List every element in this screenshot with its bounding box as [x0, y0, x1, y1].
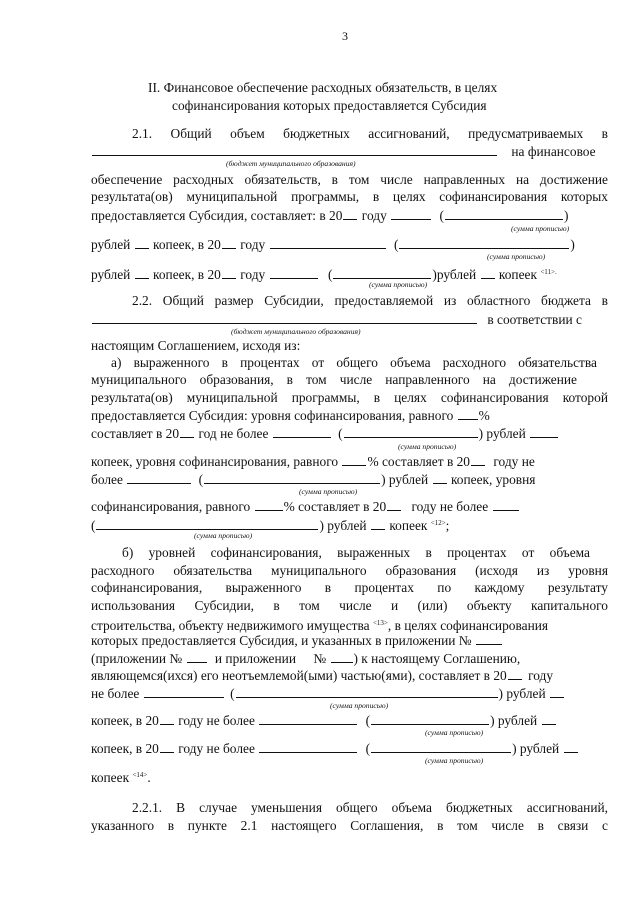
p22-b-line-12	[91, 767, 151, 786]
p22-a-line-9-b: копеек	[389, 518, 428, 533]
p22-b-line-8	[91, 667, 553, 684]
p22-b-line-6-text: которых предоставляется Субсидия, и указанных в приложении №	[91, 633, 472, 648]
p22-b-line-10-c: ) рублей	[490, 713, 538, 728]
p22-a-line-7-c: копеек, уровня	[450, 472, 536, 487]
p22-line-2-tail: в соответствии с	[487, 312, 582, 327]
p22-a-line-5: составляет в 20 год не более ( ) рублей	[91, 425, 559, 442]
p22-a-line-8	[91, 498, 520, 515]
p21-line-5: предоставляется Субсидия, составляет: в 20 году ( )	[91, 208, 569, 223]
p22-b-line-9-a: не более	[91, 686, 140, 701]
p22-a-line-6-b: % составляет в 20	[367, 454, 471, 469]
p22-b-line-7-c: №	[313, 651, 327, 666]
p21-line-7-b: копеек, в 20	[153, 267, 221, 282]
p22-note-words-4: (сумма прописью)	[330, 701, 389, 710]
p22-a-line-4-a: предоставляется Субсидия: уровня софинансирования, равного	[91, 408, 454, 423]
p22-a-line-9: ( ) рублей копеек $^{<12>}$;	[91, 518, 450, 533]
p22-b-line-5-a: строительства, объекту недвижимого имущества	[91, 618, 370, 633]
p22-a-line-7-a: более	[91, 472, 123, 487]
p22-a-line-4-b: %	[478, 408, 490, 423]
p21-line-1: 2.1. Общий объем бюджетных ассигнований, предусматриваемых в	[132, 126, 608, 141]
p22-b-line-8-b: году	[528, 668, 554, 683]
p22-b-line-10-a: копеек, в 20	[91, 713, 159, 728]
p22-a-line-4	[91, 407, 490, 424]
p22-b-line-6	[91, 632, 503, 649]
p22-b-line-10: копеек, в 20 году не более ( ) рублей	[91, 712, 557, 729]
p21-line-7: рублей копеек, в 20 году ( )рублей копеек $^{<11>.}$	[91, 267, 557, 282]
p22-b-line-4: использования Субсидии, в том числе и (или) объекту капитального	[91, 598, 608, 613]
p22-b-line-11-a: копеек, в 20	[91, 741, 159, 756]
p21-line-5-b: году	[361, 208, 387, 223]
p22-b-line-11-b: году не более	[178, 741, 255, 756]
p22-line-3: настоящим Соглашением, исходя из:	[91, 338, 301, 353]
p21-line-6-a: рублей	[91, 237, 131, 252]
p21-line-6-c: году	[240, 237, 266, 252]
p22-b-line-5-b: , в целях софинансирования	[387, 618, 549, 633]
p22-line-1: 2.2. Общий размер Субсидии, предоставляемой из областного бюджета в	[132, 293, 608, 308]
p22-b-line-12-end: .	[147, 770, 151, 785]
p22-a-line-3: результата(ов) муниципальной программы, в целях софинансирования которой	[91, 390, 608, 405]
p22-b-line-8-a: являющемся(ихся) его неотъемлемой(ыми) частью(ями), составляет в 20	[91, 668, 507, 683]
p22-b-line-7-a: (приложении №	[91, 651, 183, 666]
p22-a-line-8-a: софинансирования, равного	[91, 499, 251, 514]
p21-line-2	[91, 143, 596, 160]
p22-b-line-7-d: ) к настоящему Соглашению,	[353, 651, 521, 666]
p22-a-line-5-a: составляет в 20	[91, 426, 180, 441]
p21-line-7-a: рублей	[91, 267, 131, 282]
p22-b-line-2: расходного обязательства муниципального образования (исходя из уровня	[91, 563, 608, 578]
p22-note-words-1: (сумма прописью)	[398, 442, 457, 451]
p22-note-words-3: (сумма прописью)	[194, 531, 253, 540]
p21-line-4: результата(ов) муниципальной программы, в целях софинансирования которых	[91, 189, 608, 204]
p22-note-words-5: (сумма прописью)	[425, 728, 484, 737]
p22-note-words-6: (сумма прописью)	[425, 756, 484, 765]
footnote-13: <13>	[372, 619, 388, 627]
footnote-12: <12>	[430, 519, 446, 527]
p22-b-line-7	[91, 650, 520, 667]
p22-a-line-7-b: ) рублей	[381, 472, 429, 487]
p21-line-2-tail: на финансовое	[511, 144, 596, 159]
p22-a-line-1: а) выраженного в процентах от общего объема расходного обязательства	[111, 355, 597, 370]
p22-b-line-12-a: копеек	[91, 770, 130, 785]
p21-line-7-c: году	[240, 267, 266, 282]
p21-line-6-b: копеек, в 20	[153, 237, 221, 252]
footnote-14: <14>	[132, 771, 148, 779]
p22-b-line-7-b: и приложении	[214, 651, 296, 666]
p22-note-words-2: (сумма прописью)	[299, 487, 358, 496]
p21-line-7-e: копеек	[498, 267, 537, 282]
p22-b-line-3: софинансирования, выраженного в процентах по каждому результату	[91, 580, 608, 595]
p22-a-line-8-c: году не более	[411, 499, 489, 514]
p21-line-3: обеспечение расходных обязательств, в том числе направленных на достижение	[91, 172, 608, 187]
p22-a-line-9-end: ;	[445, 518, 450, 533]
p22-a-line-6-c: году не	[493, 454, 535, 469]
p22-b-line-9: не более ( ) рублей	[91, 685, 565, 702]
p21-line-5-a: предоставляется Субсидия, составляет: в 20	[91, 208, 343, 223]
p22-b-line-9-b: ) рублей	[498, 686, 546, 701]
p21-line-7-d: )рублей	[432, 267, 477, 282]
p22-a-line-6-a: копеек, уровня софинансирования, равного	[91, 454, 339, 469]
footnote-11: <11>.	[540, 268, 557, 276]
p22-b-line-11: копеек, в 20 году не более ( ) рублей	[91, 740, 579, 757]
p21-line-6: рублей копеек, в 20 году ( )	[91, 237, 575, 252]
p22-a-line-9-a: ) рублей	[319, 518, 367, 533]
p22-a-line-7: более ( ) рублей копеек, уровня	[91, 472, 536, 487]
p221-line-2: указанного в пункте 2.1 настоящего Соглашения, в том числе в связи с	[91, 818, 608, 833]
p22-a-line-6	[91, 453, 535, 470]
p21-note-words-1: (сумма прописью)	[511, 224, 570, 233]
section-title-line-2: софинансирования которых предоставляется Субсидия	[172, 98, 487, 113]
p21-note-budget: (бюджет муниципального образования)	[226, 159, 356, 168]
p22-a-line-5-b: год не более	[198, 426, 269, 441]
p221-line-1: 2.2.1. В случае уменьшения общего объема бюджетных ассигнований,	[132, 800, 608, 815]
p22-note-budget: (бюджет муниципального образования)	[231, 327, 361, 336]
p22-a-line-2: муниципального образования, в том числе направленного на достижение	[91, 372, 577, 387]
p22-b-line-1: б) уровней софинансирования, выраженных в процентах от объема	[122, 545, 590, 560]
p21-note-words-3: (сумма прописью)	[369, 280, 428, 289]
section-title-line-1: II. Финансовое обеспечение расходных обязательств, в целях	[148, 80, 498, 95]
p22-b-line-10-b: году не более	[178, 713, 255, 728]
p22-a-line-5-c: ) рублей	[478, 426, 526, 441]
p22-a-line-8-b: % составляет в 20	[283, 499, 387, 514]
p22-b-line-11-c: ) рублей	[512, 741, 560, 756]
p21-note-words-2: (сумма прописью)	[487, 252, 546, 261]
page-number: 3	[342, 29, 348, 43]
p22-line-2	[91, 311, 582, 328]
